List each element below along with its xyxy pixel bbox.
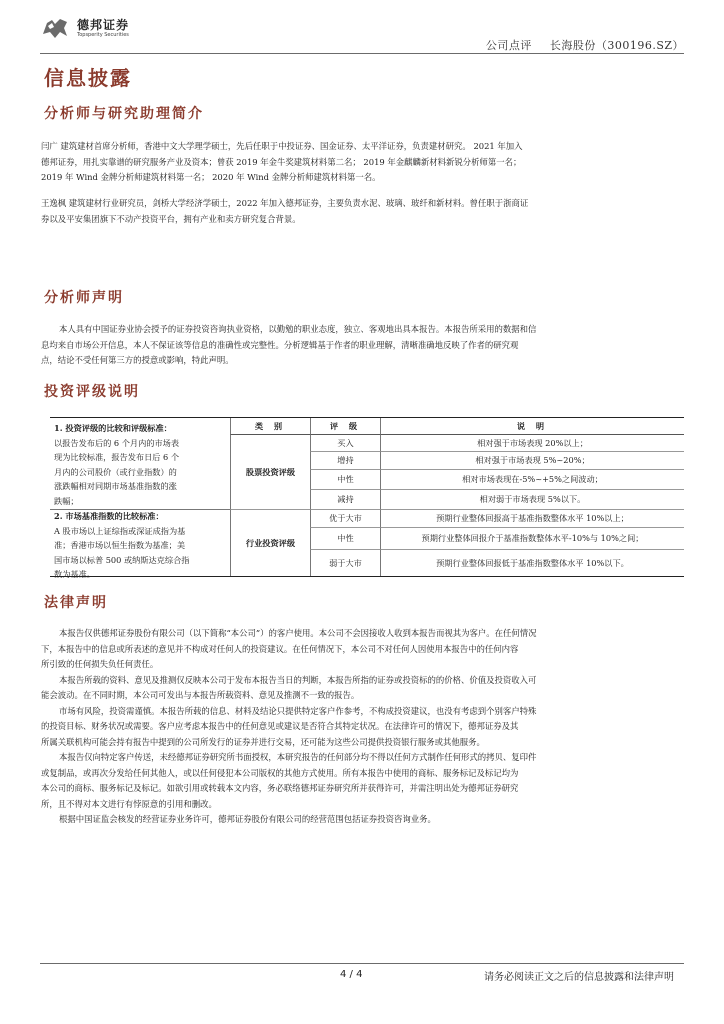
legal-line: 根据中国证监会核发的经营证券业务许可，德邦证券股份有限公司的经营范围包括证券投资咨询业务。: [59, 814, 436, 824]
criteria-1-line: 涨跌幅相对同期市场基准指数的涨: [54, 481, 177, 491]
legal-line: 本公司的商标、服务标记及标记。如欲引用或转载本文内容，务必联络德邦证券研究所并获得许可，并需注明出处为德邦证券研究: [41, 783, 519, 793]
analyst-bio-1-line: 德邦证券，用扎实靠谱的研究服务产业及资本；曾获 2019 年金牛奖建筑材料第二名； 2019 年金麒麟新材料新锐分析师第一名；: [41, 156, 522, 167]
declaration-line: 点，结论不受任何第三方的授意或影响，特此声明。: [41, 355, 234, 365]
analyst-bio-2-line: 王逸枫 建筑建材行业研究员，剑桥大学经济学硕士，2022 年加入德邦证券，主要负责水泥、玻璃、玻纤和新材料。曾任职于浙商证: [41, 198, 529, 208]
industry-rating: 优于大市: [310, 510, 380, 528]
rating-table: [50, 417, 684, 577]
legal-line: 市场有风险，投资需谨慎。本报告所载的信息、材料及结论只提供特定客户作参考，不构成投资建议，也没有考虑到个别客户特殊: [59, 705, 537, 716]
rating-section-title: 投资评级说明: [44, 384, 140, 400]
criteria-1-line: 月内的公司股价（或行业指数）的: [54, 466, 177, 477]
stock-rating: 中性: [310, 470, 380, 490]
brand-name-cn: 德邦证券: [77, 18, 130, 32]
rating-criteria-1: [50, 418, 230, 508]
criteria-2-line: 国市场以标普 500 或纳斯达克综合指: [54, 554, 190, 565]
analyst-bio-1-line: 闫广 建筑建材首席分析师，香港中文大学理学硕士，先后任职于中投证券、国金证券、太平洋证券，负责建材研究。 2021 年加入: [41, 141, 523, 151]
stock-rating-category: 股票投资评级: [230, 435, 310, 510]
criteria-1-label: 1. 投资评级的比较和评级标准：: [54, 423, 172, 433]
criteria-1-line: 跌幅；: [54, 495, 79, 506]
report-type: 公司点评: [485, 39, 532, 52]
header-rating: 评 级: [310, 418, 380, 435]
declaration-section-title: 分析师声明: [44, 290, 124, 306]
criteria-2-label: 2. 市场基准指数的比较标准：: [54, 511, 164, 521]
industry-rating-category: 行业投资评级: [230, 510, 310, 576]
criteria-1-line: 现为比较标准，报告发布日后 6 个: [54, 452, 180, 462]
industry-rating: 弱于大市: [310, 550, 380, 576]
analyst-bio-2-line: 券以及平安集团旗下不动产投资平台，拥有产业和卖方研究复合背景。: [41, 213, 301, 224]
legal-line: 的投资目标、财务状况或需要。客户应考虑本报告中的任何意见或建议是否符合其特定状况。在法律许可的情况下，德邦证券及其: [41, 721, 519, 731]
company-logo: [40, 14, 150, 42]
legal-line: 下，本报告中的信息或所表述的意见并不构成对任何人的投资建议。在任何情况下，本公司不对任何人因使用本报告中的任何内容: [41, 643, 519, 654]
industry-rating-description: 预期行业整体回报低于基准指数整体水平 10%以下。: [380, 550, 684, 576]
header-description: 说 明: [380, 418, 684, 435]
stock-rating-description: 相对市场表现在-5%~+5%之间波动；: [380, 470, 684, 490]
header-divider: [40, 53, 684, 54]
rating-criteria-2: [50, 506, 191, 582]
declaration-line: 息均来自市场公开信息，本人不保证该等信息的准确性或完整性。分析逻辑基于作者的职业理解，清晰准确地反映了作者的研究观: [41, 339, 519, 350]
analyst-bio-1: [41, 139, 685, 186]
industry-rating-description: 预期行业整体回报高于基准指数整体水平 10%以上；: [380, 510, 684, 528]
criteria-1-line: 以报告发布后的 6 个月内的市场表: [54, 437, 180, 448]
brand-name-en: Topsperity Securities: [77, 32, 129, 38]
industry-rating: 中性: [310, 528, 380, 550]
company-ticker: 长海股份（300196.SZ）: [549, 39, 684, 52]
legal-line: 本报告仅向特定客户传送，未经德邦证券研究所书面授权，本研究报告的任何部分均不得以任何方式制作任何形式的拷贝、复印件: [59, 752, 537, 762]
analyst-bio-1-line: 2019 年 Wind 金牌分析师建筑材料第一名； 2020 年 Wind 金牌分析师建筑材料第一名。: [41, 172, 381, 182]
report-header-info: [486, 37, 684, 53]
declaration-line: 本人具有中国证券业协会授予的证券投资咨询执业资格，以勤勉的职业态度，独立、客观地出具本报告。本报告所采用的数据和信: [59, 324, 537, 334]
rating-grid: [230, 418, 684, 576]
legal-line: 能会波动。在不同时期，本公司可发出与本报告所载资料、意见及推测不一致的报告。: [41, 690, 360, 700]
legal-section-title: 法律声明: [44, 595, 108, 611]
stock-rating-description: 相对强于市场表现 5%~20%；: [380, 452, 684, 470]
legal-line: 本报告所载的资料、意见及推测仅反映本公司于发布本报告当日的判断，本报告所指的证券或投资标的的价格、价值及投资收入可: [59, 674, 537, 685]
header-category: 类 别: [230, 418, 310, 435]
legal-text: [41, 626, 685, 828]
footer-divider: [40, 963, 684, 964]
stock-rating: 减持: [310, 490, 380, 510]
page-title: 信息披露: [44, 66, 132, 90]
stock-rating: 买入: [310, 435, 380, 452]
legal-line: 本报告仅供德邦证券股份有限公司（以下简称“本公司”）的客户使用。本公司不会因接收人收到本报告而视其为客户。在任何情况: [59, 628, 537, 638]
criteria-2-line: 数为基准。: [54, 569, 95, 579]
legal-line: 或复制品，或再次分发给任何其他人，或以任何侵犯本公司版权的其他方式使用。所有本报告中使用的商标、服务标记及标记均为: [41, 767, 519, 778]
criteria-2-line: A 股市场以上证综指或深证成指为基: [54, 525, 186, 536]
legal-line: 所引致的任何损失负任何责任。: [41, 659, 159, 669]
ox-logo-icon: [40, 14, 70, 42]
stock-rating-description: 相对强于市场表现 20%以上；: [380, 435, 684, 452]
legal-line: 所，且不得对本文进行有悖原意的引用和删改。: [41, 798, 217, 809]
footer-notice: 请务必阅读正文之后的信息披露和法律声明: [484, 972, 674, 983]
legal-line: 所属关联机构可能会持有报告中提到的公司所发行的证券并进行交易，还可能为这些公司提供投资银行服务或其他服务。: [41, 736, 485, 747]
criteria-2-line: 准；香港市场以恒生指数为基准；美: [54, 540, 186, 550]
analyst-section-title: 分析师与研究助理简介: [44, 106, 204, 122]
stock-rating-description: 相对弱于市场表现 5%以下。: [380, 490, 684, 510]
declaration-text: [41, 322, 685, 369]
analyst-bio-2: [41, 196, 685, 227]
industry-rating-description: 预期行业整体回报介于基准指数整体水平-10%与 10%之间；: [380, 528, 684, 550]
page-number: 4 / 4: [340, 969, 363, 980]
stock-rating: 增持: [310, 452, 380, 470]
rating-criteria: [50, 418, 230, 579]
